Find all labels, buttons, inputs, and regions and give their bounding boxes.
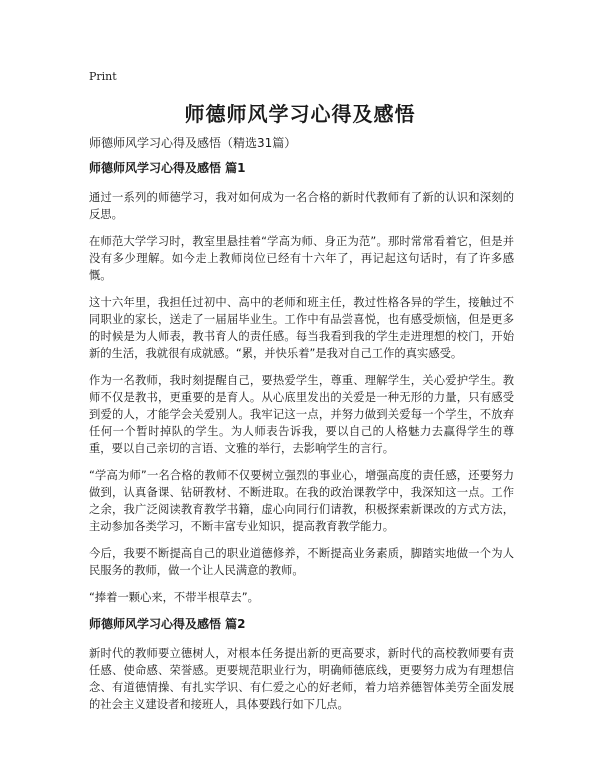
print-label[interactable]: Print: [89, 70, 117, 83]
paragraph: 新时代的教师要立德树人，对根本任务提出新的更高要求，新时代的高校教师要有责任感、使命感、荣誉感。更要规范职业行为，明确师德底线，更要努力成为有理想信念、有道德情操、有扎实学识、有仁爱之心的好老师，着力培养德智体美劳全面发展的社会主义建设者和接班人，具体要践行如下几点。: [89, 647, 514, 711]
section-2: [89, 616, 514, 713]
paragraph: 这十六年里，我担任过初中、高中的老师和班主任，教过性格各异的学生，接触过不同职业的家长，送走了一届届毕业生。工作中有品尝喜悦，也有感受烦恼，但是更多的时候是为人师表，教书育人的责任感。每当我看到我的学生走进理想的校门，开始新的生活，我就很有成就感。“累，并快乐着”是我对自己工作的真实感受。: [89, 296, 514, 360]
paragraph: 今后，我要不断提高自己的职业道德修养，不断提高业务素质，脚踏实地做一个为人民服务的教师，做一个让人民满意的教师。: [89, 547, 514, 577]
document-subtitle: 师德师风学习心得及感悟（精选31篇）: [89, 136, 297, 150]
paragraph: 作为一名教师，我时刻提醒自己，要热爱学生，尊重、理解学生，关心爱护学生。教师不仅是教书，更重要的是育人。从心底里发出的关爱是一种无形的力量，只有感受到爱的人，才能学会关爱别人。我牢记这一点，并努力做到关爱每一个学生，不放弃任何一个暂时掉队的学生。为人师表告诉我，要以自己的人格魅力去赢得学生的尊重，要以自己亲切的言语、文雅的举行，去影响学生的言行。: [89, 374, 514, 455]
paragraph: 通过一系列的师德学习，我对如何成为一名合格的新时代教师有了新的认识和深刻的反思。: [89, 191, 514, 221]
page-title: 师德师风学习心得及感悟: [184, 102, 416, 126]
section-1: [89, 160, 514, 606]
paragraph: 在师范大学学习时，教室里悬挂着“学高为师、身正为范”。那时常常看着它，但是并没有多少理解。如今走上教师岗位已经有十六年了，再记起这句话时，有了许多感慨。: [89, 235, 514, 282]
document-body: [89, 160, 514, 723]
section-heading: 师德师风学习心得及感悟 篇2: [89, 617, 246, 631]
paragraph: “学高为师”一名合格的教师不仅要树立强烈的事业心，增强高度的责任感，还要努力做到，认真备课、钻研教材、不断进取。在我的政治课教学中，我深知这一点。工作之余，我广泛阅读教育教学书籍，虚心向同行们请教，积极探索新课改的方式方法，主动参加各类学习，不断丰富专业知识，提高教育教学能力。: [89, 469, 514, 533]
section-heading: 师德师风学习心得及感悟 篇1: [89, 161, 246, 175]
paragraph: “捧着一颗心来，不带半根草去”。: [89, 591, 259, 604]
